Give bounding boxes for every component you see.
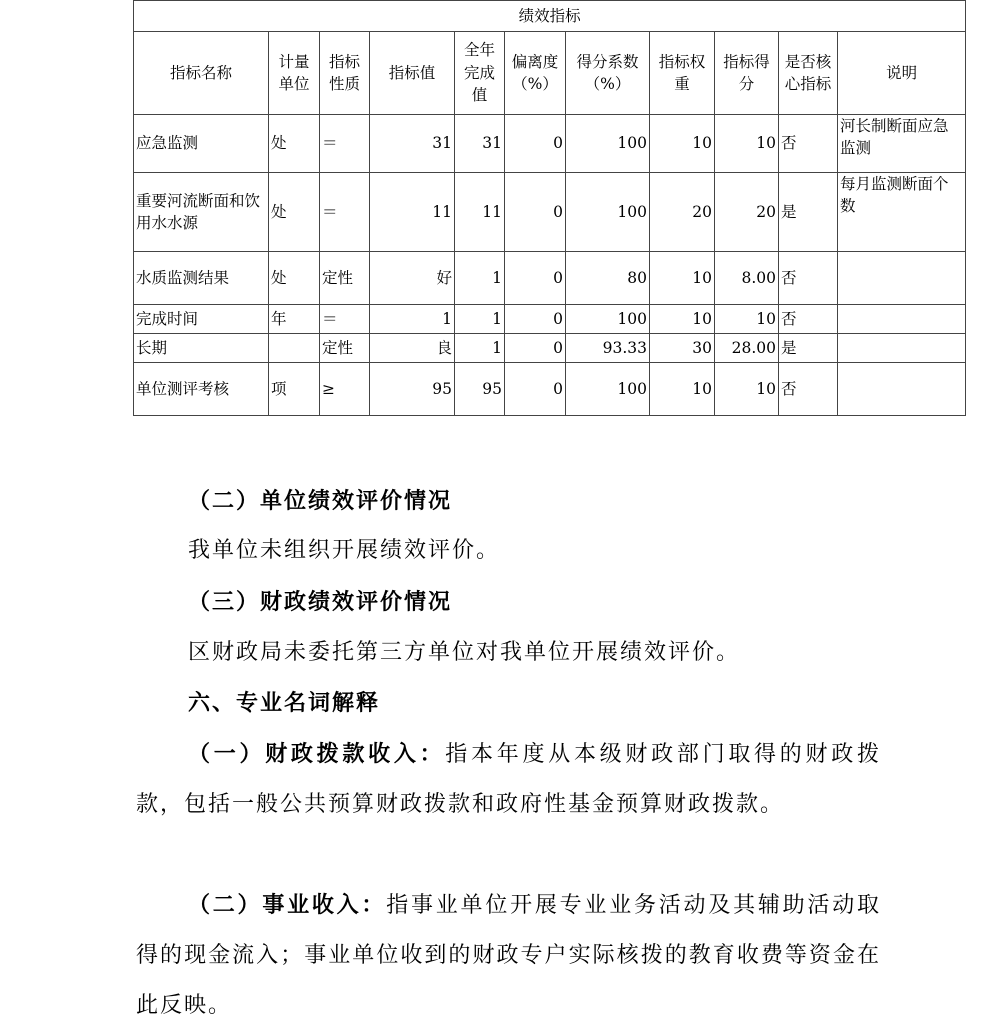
cell-note: [838, 334, 966, 363]
header-unit: 计量单位: [269, 32, 320, 115]
term-business-income-label: （二）事业收入：: [188, 892, 387, 918]
cell-nature: 定性: [320, 252, 370, 305]
heading-terms: 六、专业名词解释: [188, 690, 381, 716]
cell-weight: 10: [650, 252, 715, 305]
cell-unit: 项: [269, 363, 320, 416]
cell-unit: 处: [269, 252, 320, 305]
cell-nature: ＝: [320, 115, 370, 173]
cell-deviation: 0: [505, 252, 566, 305]
cell-unit: [269, 334, 320, 363]
header-nature: 指标性质: [320, 32, 370, 115]
table-row: [134, 363, 966, 416]
cell-completed: 11: [455, 173, 505, 252]
table-row: [134, 115, 966, 173]
performance-indicator-table: [133, 0, 966, 416]
header-weight: 指标权重: [650, 32, 715, 115]
cell-unit: 处: [269, 115, 320, 173]
cell-score: 10: [715, 363, 779, 416]
cell-nature: ＝: [320, 305, 370, 334]
cell-deviation: 0: [505, 115, 566, 173]
table-row: [134, 173, 966, 252]
cell-note: [838, 363, 966, 416]
cell-coef: 100: [566, 363, 650, 416]
cell-score: 20: [715, 173, 779, 252]
cell-unit: 处: [269, 173, 320, 252]
header-deviation: 偏离度（%）: [505, 32, 566, 115]
cell-name: 重要河流断面和饮用水水源: [134, 173, 269, 252]
term-business-income-text: 指事业单位开展专业业务活动及其辅助活动取得的现金流入；事业单位收到的财政专户实际核拨的教育收费等资金在此反映。: [136, 893, 881, 1018]
header-value: 指标值: [370, 32, 455, 115]
cell-completed: 1: [455, 334, 505, 363]
header-score: 指标得分: [715, 32, 779, 115]
cell-core: 否: [779, 305, 838, 334]
cell-coef: 100: [566, 305, 650, 334]
term-fiscal-appropriation: [136, 729, 881, 830]
cell-completed: 1: [455, 305, 505, 334]
cell-deviation: 0: [505, 334, 566, 363]
cell-score: 10: [715, 305, 779, 334]
term-fiscal-appropriation-label: （一）财政拨款收入：: [188, 741, 446, 767]
cell-deviation: 0: [505, 173, 566, 252]
cell-completed: 95: [455, 363, 505, 416]
cell-completed: 31: [455, 115, 505, 173]
cell-coef: 100: [566, 115, 650, 173]
cell-coef: 100: [566, 173, 650, 252]
header-core: 是否核心指标: [779, 32, 838, 115]
header-coef: 得分系数（%）: [566, 32, 650, 115]
term-fiscal-appropriation-text: 指本年度从本级财政部门取得的财政拨款，包括一般公共预算财政拨款和政府性基金预算财政拨款。: [136, 742, 881, 817]
table-row: [134, 252, 966, 305]
cell-core: 否: [779, 115, 838, 173]
cell-deviation: 0: [505, 363, 566, 416]
cell-name: 单位测评考核: [134, 363, 269, 416]
cell-core: 是: [779, 334, 838, 363]
header-note: 说明: [838, 32, 966, 115]
cell-score: 10: [715, 115, 779, 173]
table-title: 绩效指标: [134, 1, 966, 32]
cell-name: 水质监测结果: [134, 252, 269, 305]
cell-name: 长期: [134, 334, 269, 363]
cell-core: 否: [779, 363, 838, 416]
cell-core: 否: [779, 252, 838, 305]
cell-nature: ＝: [320, 173, 370, 252]
cell-nature: ≥: [320, 363, 370, 416]
cell-weight: 30: [650, 334, 715, 363]
paragraph-unit-evaluation: 我单位未组织开展绩效评价。: [188, 538, 501, 563]
cell-value: 31: [370, 115, 455, 173]
cell-completed: 1: [455, 252, 505, 305]
cell-weight: 20: [650, 173, 715, 252]
term-business-income: [136, 880, 881, 1031]
cell-unit: 年: [269, 305, 320, 334]
cell-weight: 10: [650, 115, 715, 173]
cell-value: 1: [370, 305, 455, 334]
heading-unit-evaluation: （二）单位绩效评价情况: [188, 488, 453, 514]
heading-fiscal-evaluation: （三）财政绩效评价情况: [188, 589, 453, 615]
cell-coef: 80: [566, 252, 650, 305]
header-completed: 全年完成值: [455, 32, 505, 115]
cell-value: 95: [370, 363, 455, 416]
paragraph-fiscal-evaluation: 区财政局未委托第三方单位对我单位开展绩效评价。: [188, 640, 741, 665]
cell-score: 28.00: [715, 334, 779, 363]
cell-deviation: 0: [505, 305, 566, 334]
cell-value: 11: [370, 173, 455, 252]
cell-name: 完成时间: [134, 305, 269, 334]
cell-note: [838, 252, 966, 305]
cell-value: 良: [370, 334, 455, 363]
cell-value: 好: [370, 252, 455, 305]
cell-name: 应急监测: [134, 115, 269, 173]
cell-weight: 10: [650, 305, 715, 334]
cell-core: 是: [779, 173, 838, 252]
cell-note: 每月监测断面个数: [838, 173, 966, 252]
cell-note: 河长制断面应急监测: [838, 115, 966, 173]
table-row: [134, 305, 966, 334]
cell-weight: 10: [650, 363, 715, 416]
cell-score: 8.00: [715, 252, 779, 305]
cell-coef: 93.33: [566, 334, 650, 363]
header-name: 指标名称: [134, 32, 269, 115]
cell-note: [838, 305, 966, 334]
table-row: [134, 334, 966, 363]
cell-nature: 定性: [320, 334, 370, 363]
